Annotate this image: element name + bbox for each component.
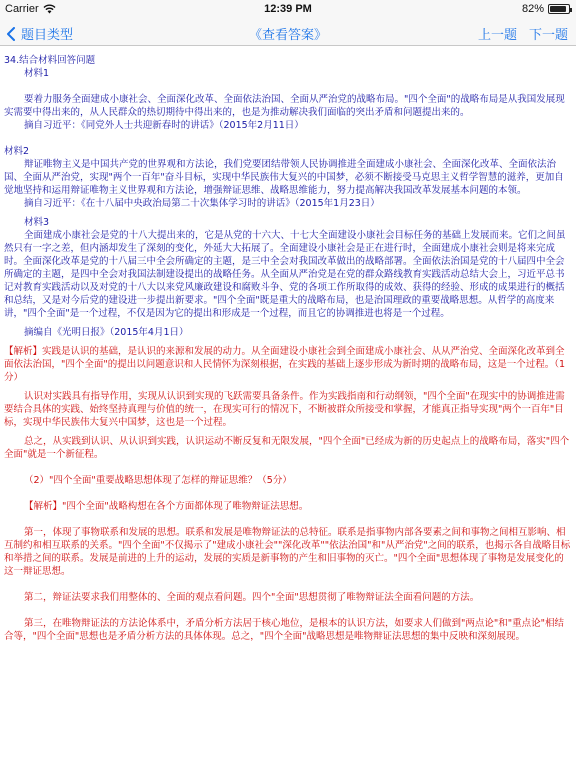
answer-analysis-2: 认识对实践具有指导作用，实现从认识到实现的飞跃需要具备条件。作为实践指南和行动纲领，"四个全面"在现实中的协调推进需要结合具体的实践、始终坚持真理与价值的统一，在现实可行的情况下，不断被群众所接受和掌握，才能真正指导实现"两个一百年"目标，实现中华民族伟大复兴中国梦，这也是一个过程。 [4, 391, 565, 428]
answer-content [0, 51, 576, 768]
page-title: 《查看答案》 [248, 28, 327, 43]
back-button[interactable] [6, 24, 73, 43]
material-2-source: 摘自习近平：《在十八届中央政治局第二十次集体学习时的讲话》（2015年1月23日） [24, 198, 380, 209]
answer-analysis-4: 【解析】"四个全面"战略构想在各个方面都体现了唯物辩证法思想。 [24, 501, 309, 512]
status-time: 12:39 PM [264, 3, 312, 15]
material-2-body: 辩证唯物主义是中国共产党的世界观和方法论，我们党要团结带领人民协调推进全面建成小康社会、全面深化改革、全面依法治国、全面从严治党，实现"两个一百年"奋斗目标，实现中华民族伟大复兴的中国梦，必须不断接受马克思主义哲学智慧的滋养，更加自觉地坚持和运用辩证唯物主义世界观和方法论，增强辩证思维、战略思维能力，努力提高解决我国改革发展基本问题的本领。 [4, 159, 564, 196]
material-2-title: 材料2 [4, 146, 30, 157]
question-heading: 34.结合材料回答问题 [4, 55, 96, 66]
question-nav [478, 24, 568, 43]
answer-analysis-7: 第三，在唯物辩证法的方法论体系中，矛盾分析方法居于核心地位，是根本的认识方法，如要求人们做到"两点论"和"重点论"相结合等，"四个全面"思想也是矛盾分析方法的具体体现。总之，"四个全面"战略思想是唯物辩证法思想的集中反映和深刻展现。 [4, 618, 564, 642]
material-3-title: 材料3 [24, 217, 50, 228]
answer-analysis-6: 第二，辩证法要求我们用整体的、全面的观点看问题。四个"全面"思想贯彻了唯物辩证法全面看问题的方法。 [24, 592, 480, 603]
status-right [522, 3, 570, 15]
answer-analysis-5: 第一，体现了事物联系和发展的思想。联系和发展是唯物辩证法的总特征。联系是指事物内部各要素之间和事物之间相互影响、相互制约和相互联系的关系。"四个全面"不仅揭示了"建成小康社会""深化改革""依法治国"和"从严治党"之间的联系，也揭示各自战略目标和举措之间的联系。发展是前进的上升的运动，发展的实质是新事物的产生和旧事物的灭亡。"四个全面"思想体现了事物是发展变化的这一辩证思想。 [4, 527, 571, 577]
navigation-bar [0, 20, 576, 46]
battery-percent: 82% [521, 3, 544, 15]
answer-analysis-3: 总之，从实践到认识、从认识到实践，认识运动不断反复和无限发展，"四个全面"已经成为新的历史起点上的战略布局，落实"四个全面"就是一个新征程。 [4, 436, 570, 460]
status-bar [0, 0, 576, 20]
material-3-body: 全面建成小康社会是党的十八大提出来的，它是从党的十六大、十七大全面建设小康社会目标任务的基础上发展而来。它们之间虽然只有一字之差，但内涵却发生了深刻的变化，外延大大拓展了。全面建设小康社会是正在进行时，全面建成小康社会则是将来完成时。全面深化改革是党的十八届三中全会所确定的主题，是三中全会对我国改革做出的战略部署。全面依法治国是党的十八届四中全会所确定的主题，是四中全会对我国法制建设提出的战略任务。从全面从严治党是在党的群众路线教育实践活动总结大会上，习近平总书记对教育实践活动以及对党的十八大以来党风廉政建设和腐败斗争、党的各项工作所取得的成效、获得的经验、形成的成果进行的概括和总结，又是对今后党的建设进一步提出新要求。"四个全面"既是重大的战略布局，也是治国理政的重要战略思想。从哲学的高度来讲，"四个全面"是一个过程，不仅是因为它的提出和形成是一个过程，而且它的协调推进也将是一个过程。 [4, 230, 566, 319]
material-1-title: 材料1 [24, 68, 50, 79]
sub-question-2: （2）"四个全面"重要战略思想体现了怎样的辩证思维？（5分） [24, 475, 292, 486]
prev-question-button[interactable]: 上一题 [477, 28, 517, 43]
answer-analysis-1: 【解析】实践是认识的基础，是认识的来源和发展的动力。从全面建设小康社会到全面建成小康社会、从从严治党、全面深化改革到全面依法治国，"四个全面"的提出以问题意识和人民情怀为深刻根据，在实践的基础上逐步形成为新时期的战略布局，这是一个过程。（1分） [4, 346, 566, 383]
material-1-body: 要着力服务全面建成小康社会、全面深化改革、全面依法治国、全面从严治党的战略布局。"四个全面"的战略布局是从我国发展现实需要中得出来的，从人民群众的热切期待中得出来的，也是为推动解决我们面临的突出矛盾和问题提出来的。 [4, 94, 565, 118]
carrier-label: Carrier [5, 3, 39, 15]
next-question-button[interactable]: 下一题 [528, 28, 568, 43]
back-button-label: 题目类型 [21, 28, 74, 43]
battery-icon [548, 4, 570, 14]
chevron-left-icon [6, 27, 16, 41]
material-1-source: 摘自习近平：《同党外人士共迎新春时的讲话》（2015年2月11日） [24, 120, 304, 131]
material-3-source: 摘编自《光明日报》（2015年4月1日） [24, 327, 189, 338]
